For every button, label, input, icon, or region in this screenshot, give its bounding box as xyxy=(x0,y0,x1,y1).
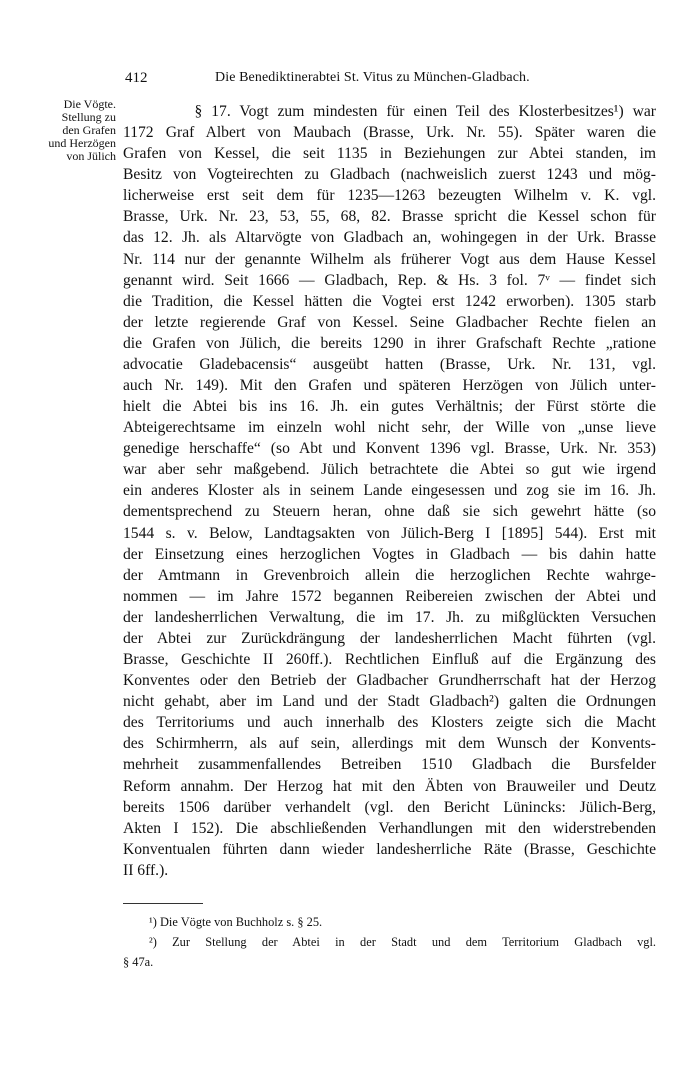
body-line: der Einsetzung eines herzoglichen Vogtes in Gladbach — bis dahin hatte xyxy=(123,545,656,563)
body-line: nommen — im Jahre 1572 begannen Reibereien zwischen der Abtei und xyxy=(123,587,656,605)
body-line: die Grafen von Jülich, die bereits 1290 in ihrer Grafschaft Rechte „ratione xyxy=(123,334,656,352)
body-line: war aber sehr maßgebend. Jülich betrachtete die Abtei so gut wie irgend xyxy=(123,461,656,479)
footnote-2: ²) Zur Stellung der Abtei in der Stadt und dem Territorium Gladbach vgl. xyxy=(149,935,656,949)
marginal-note-line: den Grafen xyxy=(62,123,116,137)
body-line: mehrheit zusammenfallendes Betreiben 1510 Gladbach die Bursfelder xyxy=(123,756,656,774)
footnote-divider xyxy=(123,903,203,904)
body-line: Brasse, Urk. Nr. 23, 53, 55, 68, 82. Brasse spricht die Kessel schon für xyxy=(123,208,656,226)
footnotes xyxy=(123,912,656,972)
body-line: genannt wird. Seit 1666 — Gladbach, Rep. & Hs. 3 fol. 7ᵛ — findet sich xyxy=(123,271,656,289)
body-line: 1172 Graf Albert von Maubach (Brasse, Urk. Nr. 55). Später waren die xyxy=(123,124,656,142)
body-line: genedige herschaffe“ (so Abt und Konvent 1396 vgl. Brasse, Urk. Nr. 353) xyxy=(123,440,656,458)
body-line: advocatie Gladebacensis“ ausgeübt hatten (Brasse, Urk. Nr. 131, vgl. xyxy=(123,355,656,373)
running-title: Die Benediktinerabtei St. Vitus zu München-Gladbach. xyxy=(215,70,530,85)
body-line: der Abtei zur Zurückdrängung der landesherrlichen Macht führten (vgl. xyxy=(123,629,656,647)
body-line: der Amtmann in Grevenbroich allein die herzoglichen Rechte wahrge- xyxy=(123,566,656,584)
marginal-note-line: Die Vögte. xyxy=(63,97,116,111)
body-line: das 12. Jh. als Altarvögte von Gladbach an, wohingegen in der Urk. Brasse xyxy=(123,229,656,247)
body-line: ein anderes Kloster als in seinem Lande eingesessen und zog sie im 16. Jh. xyxy=(123,482,656,500)
body-line: Abteigerechtsame im einzeln wohl nicht sehr, der Wille von „unse lieve xyxy=(123,419,656,437)
body-line: des Schirmherrn, als auf sein, allerdings mit dem Wunsch der Konvents- xyxy=(123,735,656,753)
body-line: Reform annahm. Der Herzog hat mit den Äbten von Brauweiler und Deutz xyxy=(123,777,656,795)
body-line: der landesherrlichen Verwaltung, die im 17. Jh. zu mißglückten Versuchen xyxy=(123,608,656,626)
body-line: Besitz von Vogteirechten zu Gladbach (nachweislich zuerst 1243 und mög- xyxy=(123,166,656,184)
marginal-note-line: und Herzögen xyxy=(48,136,116,150)
body-line: Akten I 152). Die abschließenden Verhandlungen mit den widerstrebenden xyxy=(123,819,656,837)
body-line: Nr. 114 nur der genannte Wilhelm als früherer Vogt aus dem Hause Kessel xyxy=(123,250,656,268)
body-line: Brasse, Geschichte II 260ff.). Rechtlichen Einfluß auf die Ergänzung des xyxy=(123,651,656,669)
body-text xyxy=(123,101,656,881)
body-line: die Tradition, die Kessel hätten die Vogtei erst 1242 erworben). 1305 starb xyxy=(123,292,656,310)
body-line: Konventualen führten dann wieder landesherrliche Räte (Brasse, Geschichte xyxy=(123,840,656,858)
body-line: 1544 s. v. Below, Landtagsakten von Jülich-Berg I [1895] 544). Erst mit xyxy=(123,524,656,542)
body-line: licherweise erst seit dem für 1235—1263 bezeugten Wilhelm v. K. vgl. xyxy=(123,187,656,205)
body-line: nicht gehabt, aber im Land und der Stadt Gladbach²) galten die Ordnungen xyxy=(123,693,656,711)
page-number: 412 xyxy=(125,70,148,86)
footnote-2-continuation: § 47a. xyxy=(123,955,154,969)
body-line: bereits 1506 darüber verhandelt (vgl. den Bericht Lünincks: Jülich-Berg, xyxy=(123,798,656,816)
body-line: Grafen von Kessel, die seit 1135 in Beziehungen zur Abtei standen, im xyxy=(123,145,656,163)
footnote-1: ¹) Die Vögte von Buchholz s. § 25. xyxy=(149,915,323,929)
body-line: Konventes oder den Betrieb der Gladbacher Grundherrschaft hat der Herzog xyxy=(123,672,656,690)
body-line: hielt die Abtei bis ins 16. Jh. ein gutes Verhältnis; der Fürst störte die xyxy=(123,398,656,416)
marginal-note-line: von Jülich xyxy=(66,149,116,163)
page-header xyxy=(0,70,700,90)
body-line: dementsprechend zu Steuern heran, ohne daß sie sich gewehrt hätte (so xyxy=(123,503,656,521)
body-line: auch Nr. 149). Mit den Grafen und späteren Herzögen von Jülich unter- xyxy=(123,377,656,395)
marginal-note xyxy=(6,98,116,163)
marginal-note-line: Stellung zu xyxy=(61,110,116,124)
body-line: II 6ff.). xyxy=(123,861,169,879)
body-line: § 17. Vogt zum mindesten für einen Teil des Klosterbesitzes¹) war xyxy=(123,103,656,120)
body-line: der letzte regierende Graf von Kessel. Seine Gladbacher Rechte fielen an xyxy=(123,313,656,331)
body-line: des Territoriums und auch innerhalb des Klosters zeigte sich die Macht xyxy=(123,714,656,732)
